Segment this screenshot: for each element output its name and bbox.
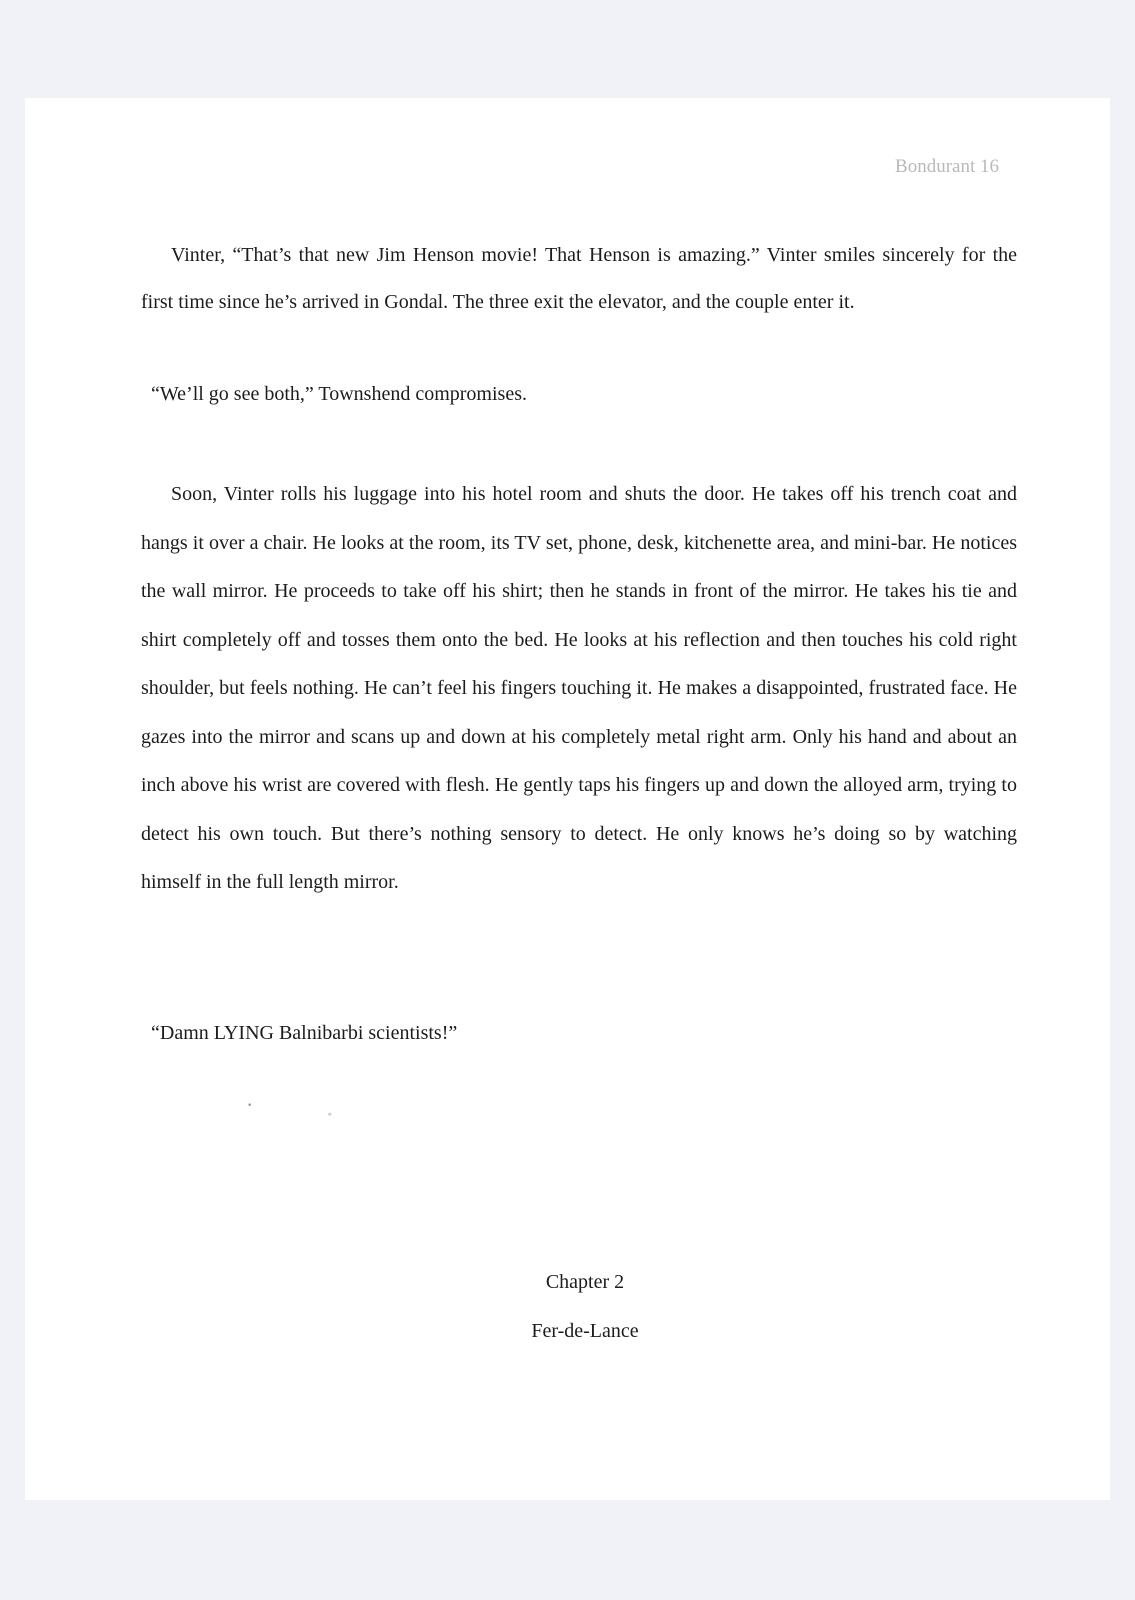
paragraph-hotel-room: Soon, Vinter rolls his luggage into his hotel room and shuts the door. He takes off his trench coat and hangs it over a chair. He looks at the room, its TV set, phone, desk, kitchenette area, and mini-bar. He notices the wall mirror. He proceeds to take off his shirt; then he stands in front of the mirror. He takes his tie and shirt completely off and tosses them onto the bed. He looks at his reflection and then touches his cold right shoulder, but feels nothing. He can’t feel his fingers touching it. He makes a disappointed, frustrated face. He gazes into the mirror and scans up and down at his completely metal right arm. Only his hand and about an inch above his wrist are covered with flesh. He gently taps his fingers up and down the alloyed arm, trying to detect his own touch. But there’s nothing sensory to detect. He only knows he’s doing so by watching himself in the full length mirror. xyxy=(141,483,1017,893)
chapter-number: Chapter 2 xyxy=(545,1271,625,1293)
page-number-header: Bondurant 16 xyxy=(895,156,999,177)
document-page xyxy=(25,98,1110,1500)
paragraph-elevator: Vinter, “That’s that new Jim Henson movie! That Henson is amazing.” Vinter smiles sincerely for the first time since he’s arrived in Gondal. The three exit the elevator, and the couple enter it. xyxy=(141,244,1017,313)
dialogue-townshend: “We’ll go see both,” Townshend compromises. xyxy=(151,383,527,405)
dialogue-scientists: “Damn LYING Balnibarbi scientists!” xyxy=(151,1022,458,1044)
chapter-title: Fer-de-Lance xyxy=(531,1320,639,1342)
scan-speck: • xyxy=(247,1101,253,1111)
scan-speck: ∘ xyxy=(327,1110,333,1120)
